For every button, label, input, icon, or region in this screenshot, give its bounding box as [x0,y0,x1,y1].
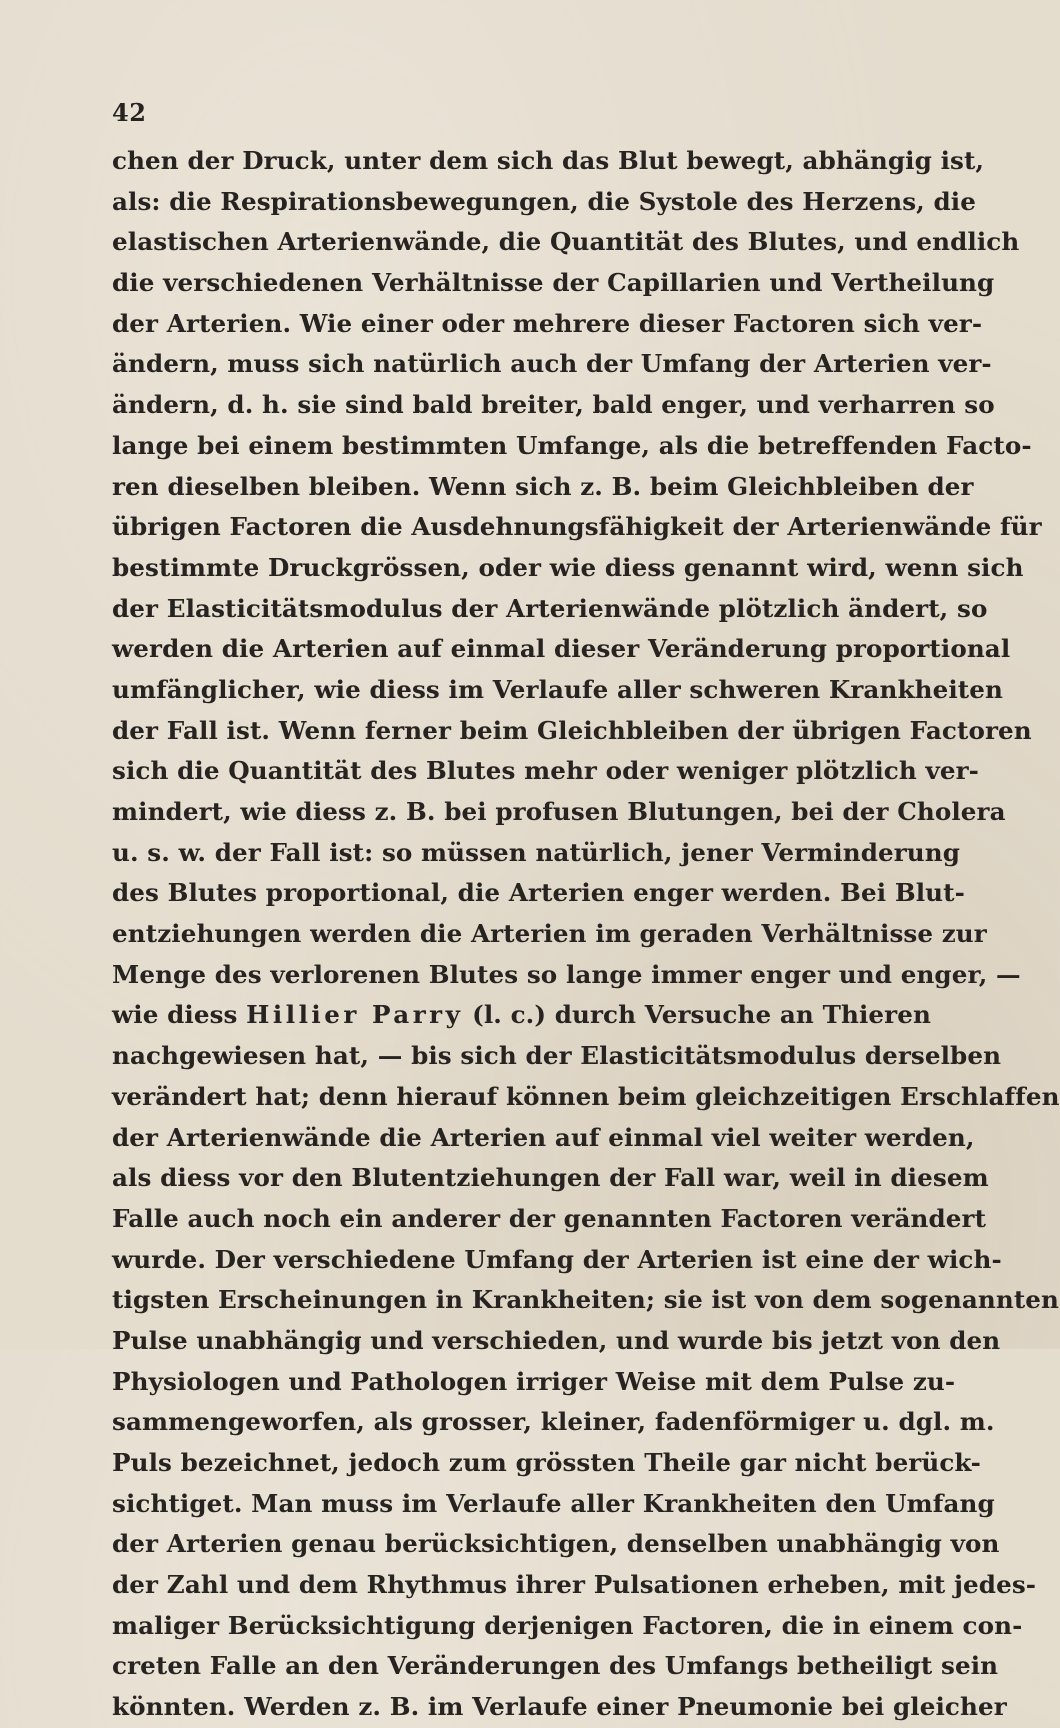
text-line: Falle auch noch ein anderer der genannten Factoren verändert [112,1203,987,1233]
text-line: der Arterienwände die Arterien auf einmal viel weiter werden, [112,1122,975,1152]
line-fragment: (l. c.) durch Versuche an Thieren [463,1000,931,1030]
text-line: als diess vor den Blutentziehungen der Fall war, weil in diesem [112,1163,989,1193]
author-name: Hillier Parry [246,1000,464,1030]
text-line: ändern, d. h. sie sind bald breiter, bald enger, und verharren so [112,390,995,420]
text-line: mindert, wie diess z. B. bei profusen Blutungen, bei der Cholera [112,797,1006,826]
text-line: übrigen Factoren die Ausdehnungsfähigkeit der Arterienwände für [112,512,1042,542]
text-line: Physiologen und Pathologen irriger Weise mit dem Pulse zu- [112,1366,956,1396]
text-line: Pulse unabhängig und verschieden, und wurde bis jetzt von den [112,1325,1001,1355]
text-line: verändert hat; denn hierauf können beim gleichzeitigen Erschlaffen [112,1081,1060,1111]
text-line: der Elasticitätsmodulus der Arterienwände plötzlich ändert, so [112,593,988,623]
text-line: entziehungen werden die Arterien im geraden Verhältnisse zur [112,919,987,949]
text-line: nachgewiesen hat, — bis sich der Elasticitätsmodulus derselben [112,1041,1002,1071]
text-line: sichtiget. Man muss im Verlaufe aller Krankheiten den Umfang [112,1488,995,1518]
text-line: elastischen Arterienwände, die Quantität des Blutes, und endlich [112,227,1020,257]
text-line: maliger Berücksichtigung derjenigen Factoren, die in einem con- [112,1610,1023,1640]
text-line: creten Falle an den Veränderungen des Umfangs betheiligt sein [112,1651,999,1681]
text-line: werden die Arterien auf einmal dieser Veränderung proportional [112,634,1011,664]
text-line-with-author [112,995,931,1036]
text-line: umfänglicher, wie diess im Verlaufe aller schweren Krankheiten [112,674,1003,704]
text-line: tigsten Erscheinungen in Krankheiten; sie ist von dem sogenannten [112,1285,1060,1315]
text-line: könnten. Werden z. B. im Verlaufe einer Pneumonie bei gleicher [112,1692,1007,1722]
text-line: als: die Respirationsbewegungen, die Systole des Herzens, die [112,186,976,216]
text-line: der Fall ist. Wenn ferner beim Gleichbleiben der übrigen Factoren [112,715,1032,745]
body-text [112,141,1060,1728]
line-fragment: wie diess [112,1000,247,1030]
page-number: 42 [112,98,147,127]
text-line: sich die Quantität des Blutes mehr oder weniger plötzlich ver- [112,756,979,786]
text-line: des Blutes proportional, die Arterien enger werden. Bei Blut- [112,878,965,908]
text-line: der Arterien. Wie einer oder mehrere dieser Factoren sich ver- [112,308,983,338]
text-line: ren dieselben bleiben. Wenn sich z. B. beim Gleichbleiben der [112,471,974,501]
text-line: wurde. Der verschiedene Umfang der Arterien ist eine der wich- [112,1244,1002,1274]
text-line: u. s. w. der Fall ist: so müssen natürlich, jener Verminderung [112,837,961,867]
text-line: der Arterien genau berücksichtigen, denselben unabhängig von [112,1529,1000,1559]
text-line: Menge des verlorenen Blutes so lange immer enger und enger, — [112,959,1021,989]
text-line: chen der Druck, unter dem sich das Blut bewegt, abhängig ist, [112,146,985,175]
text-line: bestimmte Druckgrössen, oder wie diess genannt wird, wenn sich [112,552,1024,582]
text-line: der Zahl und dem Rhythmus ihrer Pulsationen erheben, mit jedes- [112,1570,1037,1600]
text-line: sammengeworfen, als grosser, kleiner, fadenförmiger u. dgl. m. [112,1407,995,1437]
text-line: lange bei einem bestimmten Umfange, als die betreffenden Facto- [112,430,1032,460]
text-line: ändern, muss sich natürlich auch der Umfang der Arterien ver- [112,349,992,379]
text-line: die verschiedenen Verhältnisse der Capillarien und Vertheilung [112,268,995,298]
text-line: Puls bezeichnet, jedoch zum grössten Theile gar nicht berück- [112,1448,981,1477]
